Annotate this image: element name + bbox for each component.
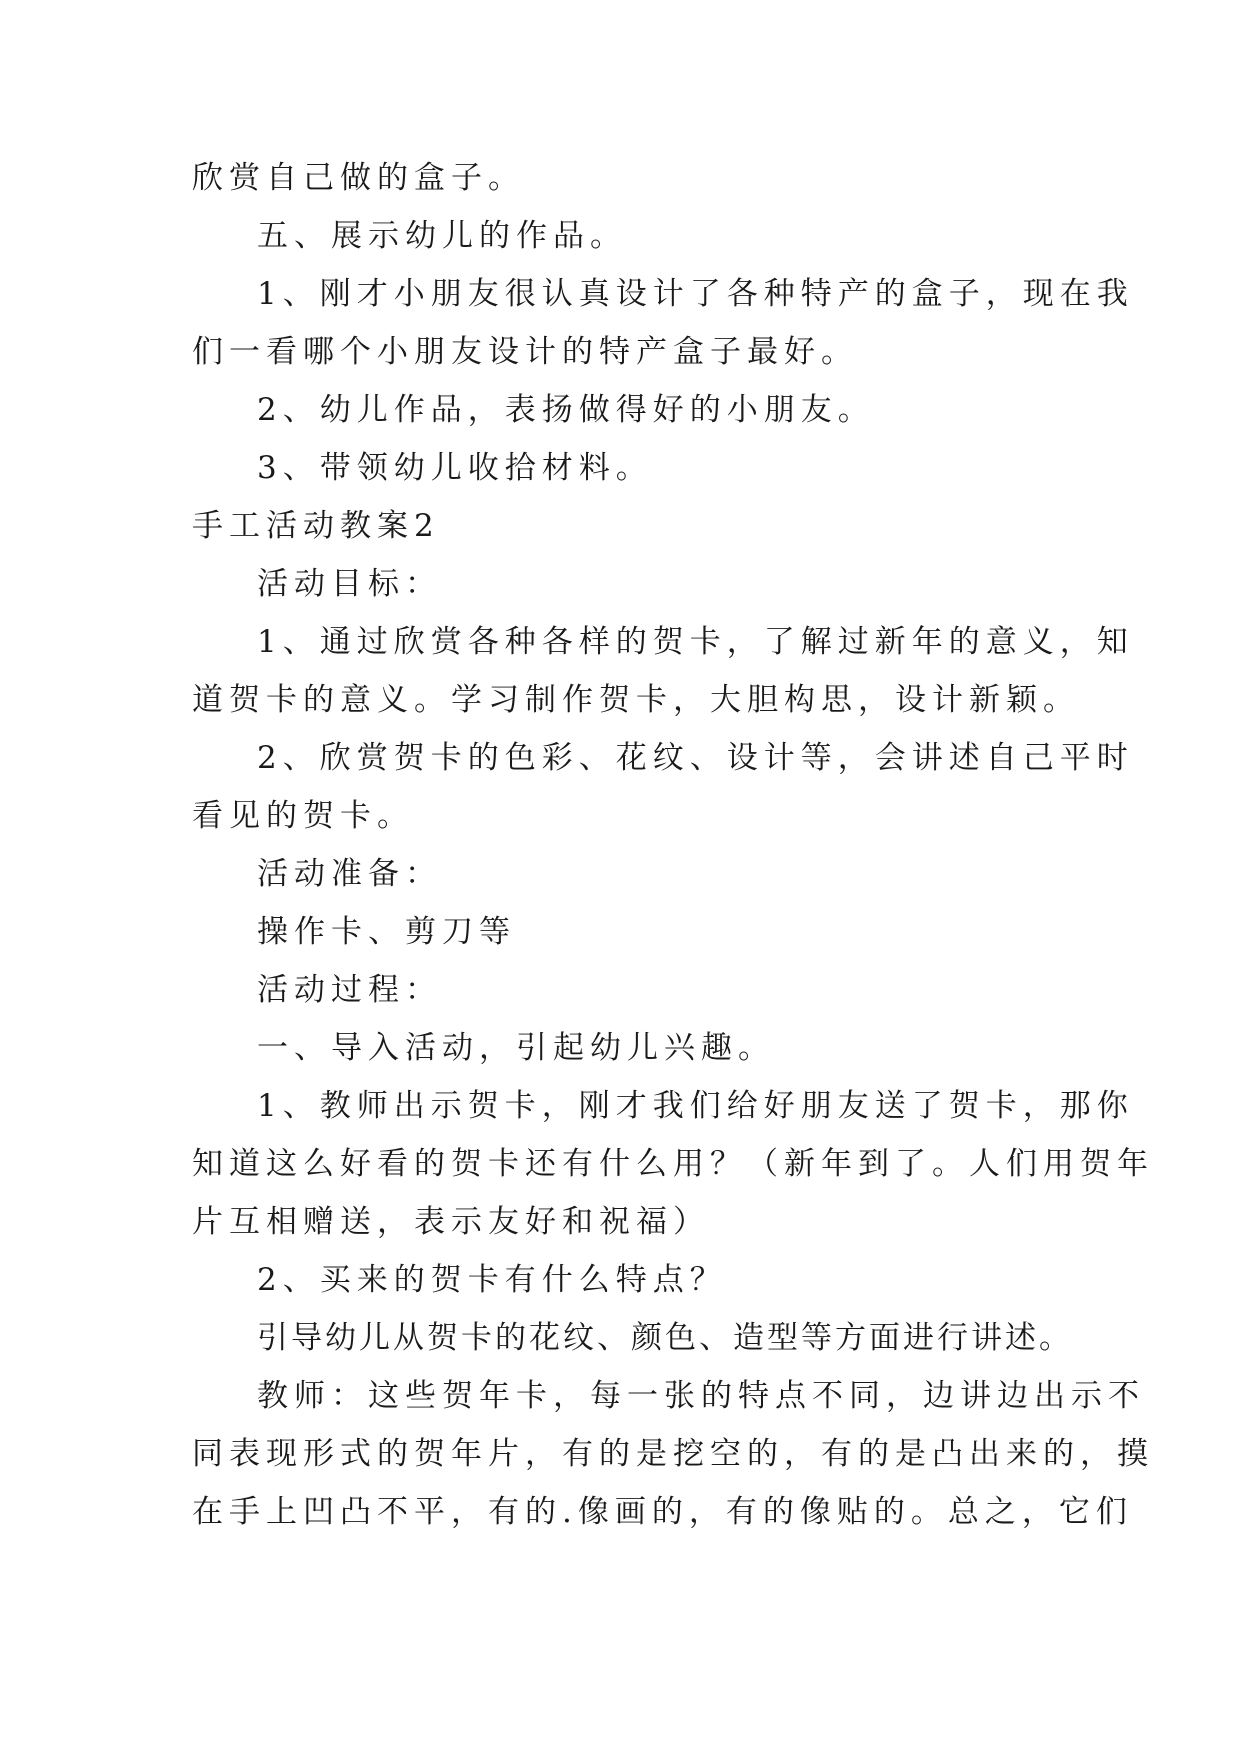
- text-line: 片互相赠送，表示友好和祝福）: [192, 1204, 710, 1240]
- text-line: 1、通过欣赏各种各样的贺卡，了解过新年的意义，知: [257, 624, 1134, 660]
- text-line: 看见的贺卡。: [192, 798, 414, 834]
- section-heading: 活动目标：: [257, 566, 442, 602]
- section-heading: 活动过程：: [257, 972, 442, 1008]
- text-line: 2、幼儿作品，表扬做得好的小朋友。: [257, 392, 875, 428]
- text-line: 1、教师出示贺卡，刚才我们给好朋友送了贺卡，那你: [257, 1088, 1134, 1124]
- text-line: 欣赏自己做的盒子。: [192, 160, 525, 196]
- text-line: 2、买来的贺卡有什么特点？: [257, 1262, 727, 1298]
- text-line: 教师：这些贺年卡，每一张的特点不同，边讲边出示不: [257, 1378, 1145, 1414]
- document-title: 手工活动教案2: [192, 508, 440, 544]
- text-line: 1、刚才小朋友很认真设计了各种特产的盒子，现在我: [257, 276, 1134, 312]
- section-heading: 活动准备：: [257, 856, 442, 892]
- text-line: 2、欣赏贺卡的色彩、花纹、设计等，会讲述自己平时: [257, 740, 1134, 776]
- text-line: 在手上凹凸不平，有的.像画的，有的像贴的。总之，它们: [192, 1494, 1133, 1530]
- text-line: 同表现形式的贺年片，有的是挖空的，有的是凸出来的，摸: [192, 1436, 1154, 1472]
- text-line: 操作卡、剪刀等: [257, 914, 516, 950]
- text-line: 们一看哪个小朋友设计的特产盒子最好。: [192, 334, 858, 370]
- text-line: 一、导入活动，引起幼儿兴趣。: [257, 1030, 775, 1066]
- section-heading: 五、展示幼儿的作品。: [257, 218, 627, 254]
- text-line: 3、带领幼儿收拾材料。: [257, 450, 653, 486]
- text-line: 道贺卡的意义。学习制作贺卡，大胆构思，设计新颖。: [192, 682, 1080, 718]
- text-line: 引导幼儿从贺卡的花纹、颜色、造型等方面进行讲述。: [257, 1320, 1073, 1356]
- text-line: 知道这么好看的贺卡还有什么用？（新年到了。人们用贺年: [192, 1146, 1154, 1182]
